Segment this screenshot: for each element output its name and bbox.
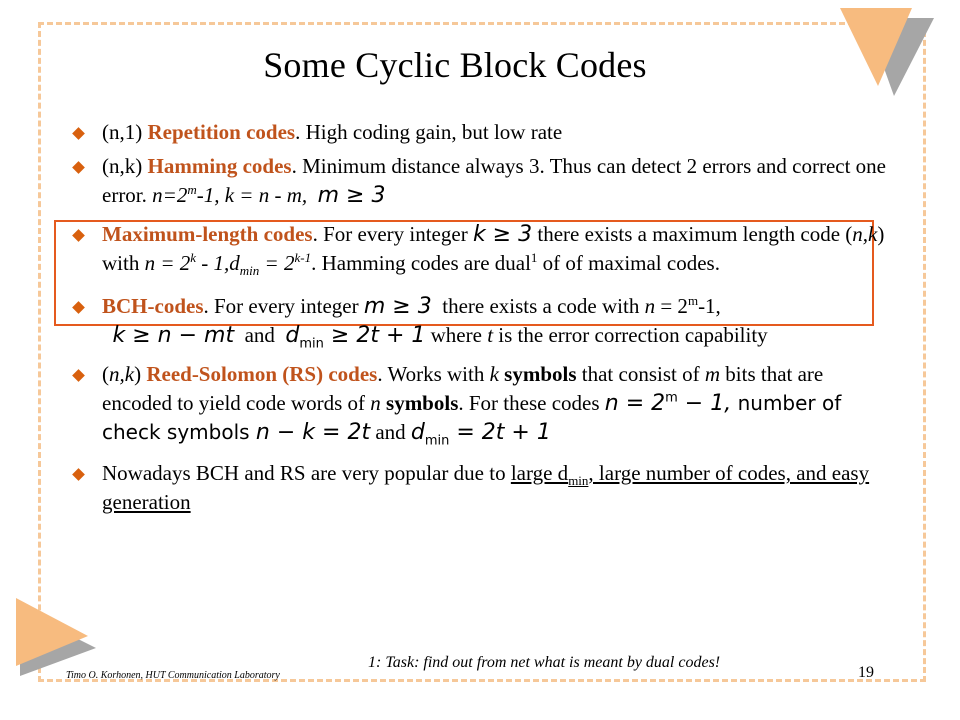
diamond-bullet-icon	[72, 229, 85, 242]
diamond-bullet-icon	[72, 127, 85, 140]
footer-author: Timo O. Korhonen, HUT Communication Laboratory	[66, 670, 280, 681]
diamond-bullet-icon	[72, 301, 85, 314]
math-k-geq-3: k ≥ 3	[472, 222, 533, 247]
math-m-geq-3: m ≥ 3	[363, 294, 432, 319]
diamond-bullet-icon	[72, 161, 85, 174]
math-n-eq-2m-minus-1: $n = 2^m - 1$,	[604, 390, 732, 416]
bullet-list	[70, 118, 890, 517]
math-m-geq-3: m ≥ 3	[317, 183, 386, 208]
slide-title: Some Cyclic Block Codes	[263, 45, 647, 85]
bullet-hamming: (n,k) Hamming codes. Minimum distance always 3. Thus can detect 2 errors and correct one error. $n=2^m-1$, k = n - m, m ≥ 3	[70, 152, 890, 210]
bullet-maximum-length: Maximum-length codes. For every integer k ≥ 3 there exists a maximum length code (n,k) with $n = 2^k - 1,d_{min} = 2^{k-1}$. Hamming codes are dual$^1$ of of maximal codes.	[70, 220, 890, 278]
diamond-bullet-icon	[72, 468, 85, 481]
math-n-minus-k-eq-2t: n − k = 2t	[255, 420, 371, 445]
diamond-bullet-icon	[72, 369, 85, 382]
page-number: 19	[858, 664, 874, 681]
math-k-geq-n-minus-mt: k ≥ n − mt	[112, 323, 235, 348]
footnote: 1: Task: find out from net what is meant by dual codes!	[368, 654, 721, 671]
bullet-bch: BCH-codes. For every integer m ≥ 3 there exists a code with $n = 2^m-1$, k ≥ n − mt and $d_{min} \ge 2t + 1$ where t is the error correction capability	[70, 292, 890, 350]
bullet-repetition: (n,1) Repetition codes. High coding gain, but low rate	[70, 118, 890, 147]
bullet-reed-solomon: (n,k) Reed-Solomon (RS) codes. Works with k symbols that consist of m bits that are encoded to yield code words of n symbols. For these codes $n = 2^m - 1$, number of check symbols n − k = 2t and $d_{min} = 2t + 1$	[70, 360, 890, 447]
math-dmin-eq-2t-plus-1: $d_{min} = 2t + 1$	[410, 420, 551, 449]
bullet-nowadays: Nowadays BCH and RS are very popular due to large $d_{min}$, large number of codes, and easy generation	[70, 459, 890, 517]
math-dmin-geq-2t-plus-1: $d_{min} \ge 2t + 1$	[285, 323, 426, 352]
